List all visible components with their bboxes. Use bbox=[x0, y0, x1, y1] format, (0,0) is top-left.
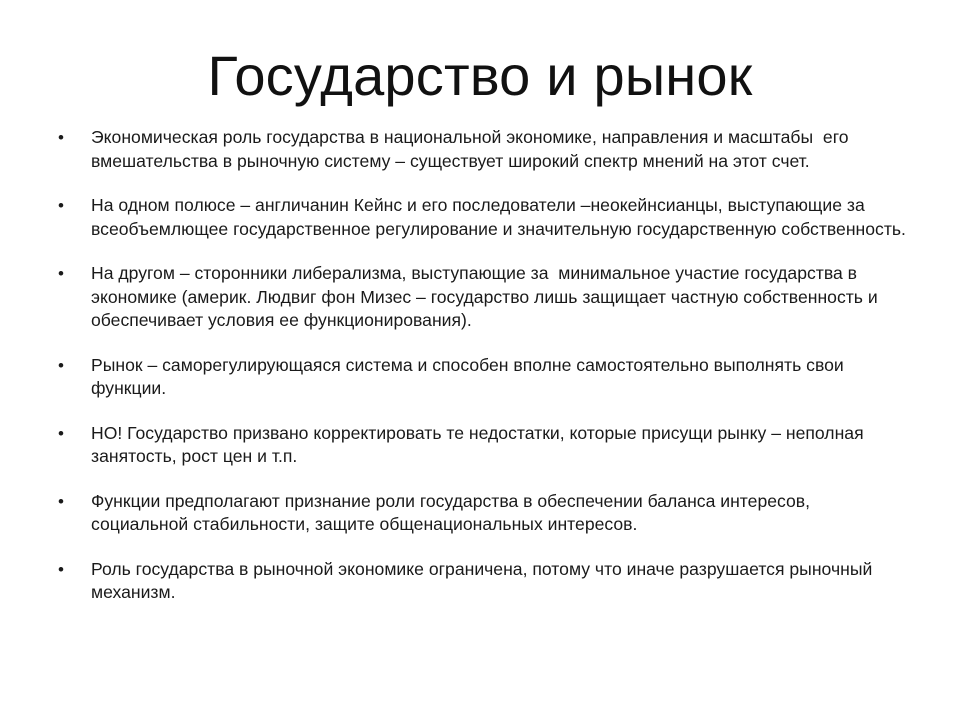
bullet-icon: • bbox=[58, 559, 64, 579]
list-item bbox=[58, 194, 910, 241]
bullet-text: Роль государства в рыночной экономике ограничена, потому что иначе разрушается рыночный механизм. bbox=[91, 558, 878, 602]
bullet-icon: • bbox=[58, 423, 64, 443]
list-item bbox=[58, 422, 910, 469]
bullet-icon: • bbox=[58, 196, 64, 215]
list-item bbox=[58, 354, 910, 401]
bullet-icon: • bbox=[58, 264, 64, 283]
bullet-icon: • bbox=[58, 355, 64, 375]
bullet-icon: • bbox=[58, 128, 64, 147]
bullet-text: На другом – сторонники либерализма, выступающие за минимальное участие государства в экономике (америк. Людвиг фон Мизес – государство лишь защищает частную собственность и обеспечивает условия ее функционирования). bbox=[91, 263, 883, 330]
list-item bbox=[58, 126, 910, 173]
bullet-text: Экономическая роль государства в национальной экономике, направления и масштабы его вмешательства в рыночную систему – существует широкий спектр мнений на этот счет. bbox=[91, 127, 859, 171]
bullet-text: Функции предполагают признание роли государства в обеспечении баланса интересов, социальной стабильности, защите общенациональных интересов. bbox=[91, 490, 815, 534]
slide-title: Государство и рынок bbox=[207, 44, 753, 107]
list-item bbox=[58, 490, 910, 537]
list-item bbox=[58, 558, 910, 605]
bullet-list bbox=[58, 126, 910, 626]
bullet-text: НО! Государство призвано корректировать те недостатки, которые присущи рынку – неполная занятость, рост цен и т.п. bbox=[91, 422, 869, 466]
bullet-icon: • bbox=[58, 491, 64, 511]
list-item bbox=[58, 262, 910, 333]
bullet-text: Рынок – саморегулирующаяся система и способен вполне самостоятельно выполнять свои функции. bbox=[91, 354, 849, 398]
bullet-text: На одном полюсе – англичанин Кейнс и его последователи –неокейнсианцы, выступающие за всеобъемлющее государственное регулирование и значительную государственную собственность. bbox=[91, 195, 906, 239]
